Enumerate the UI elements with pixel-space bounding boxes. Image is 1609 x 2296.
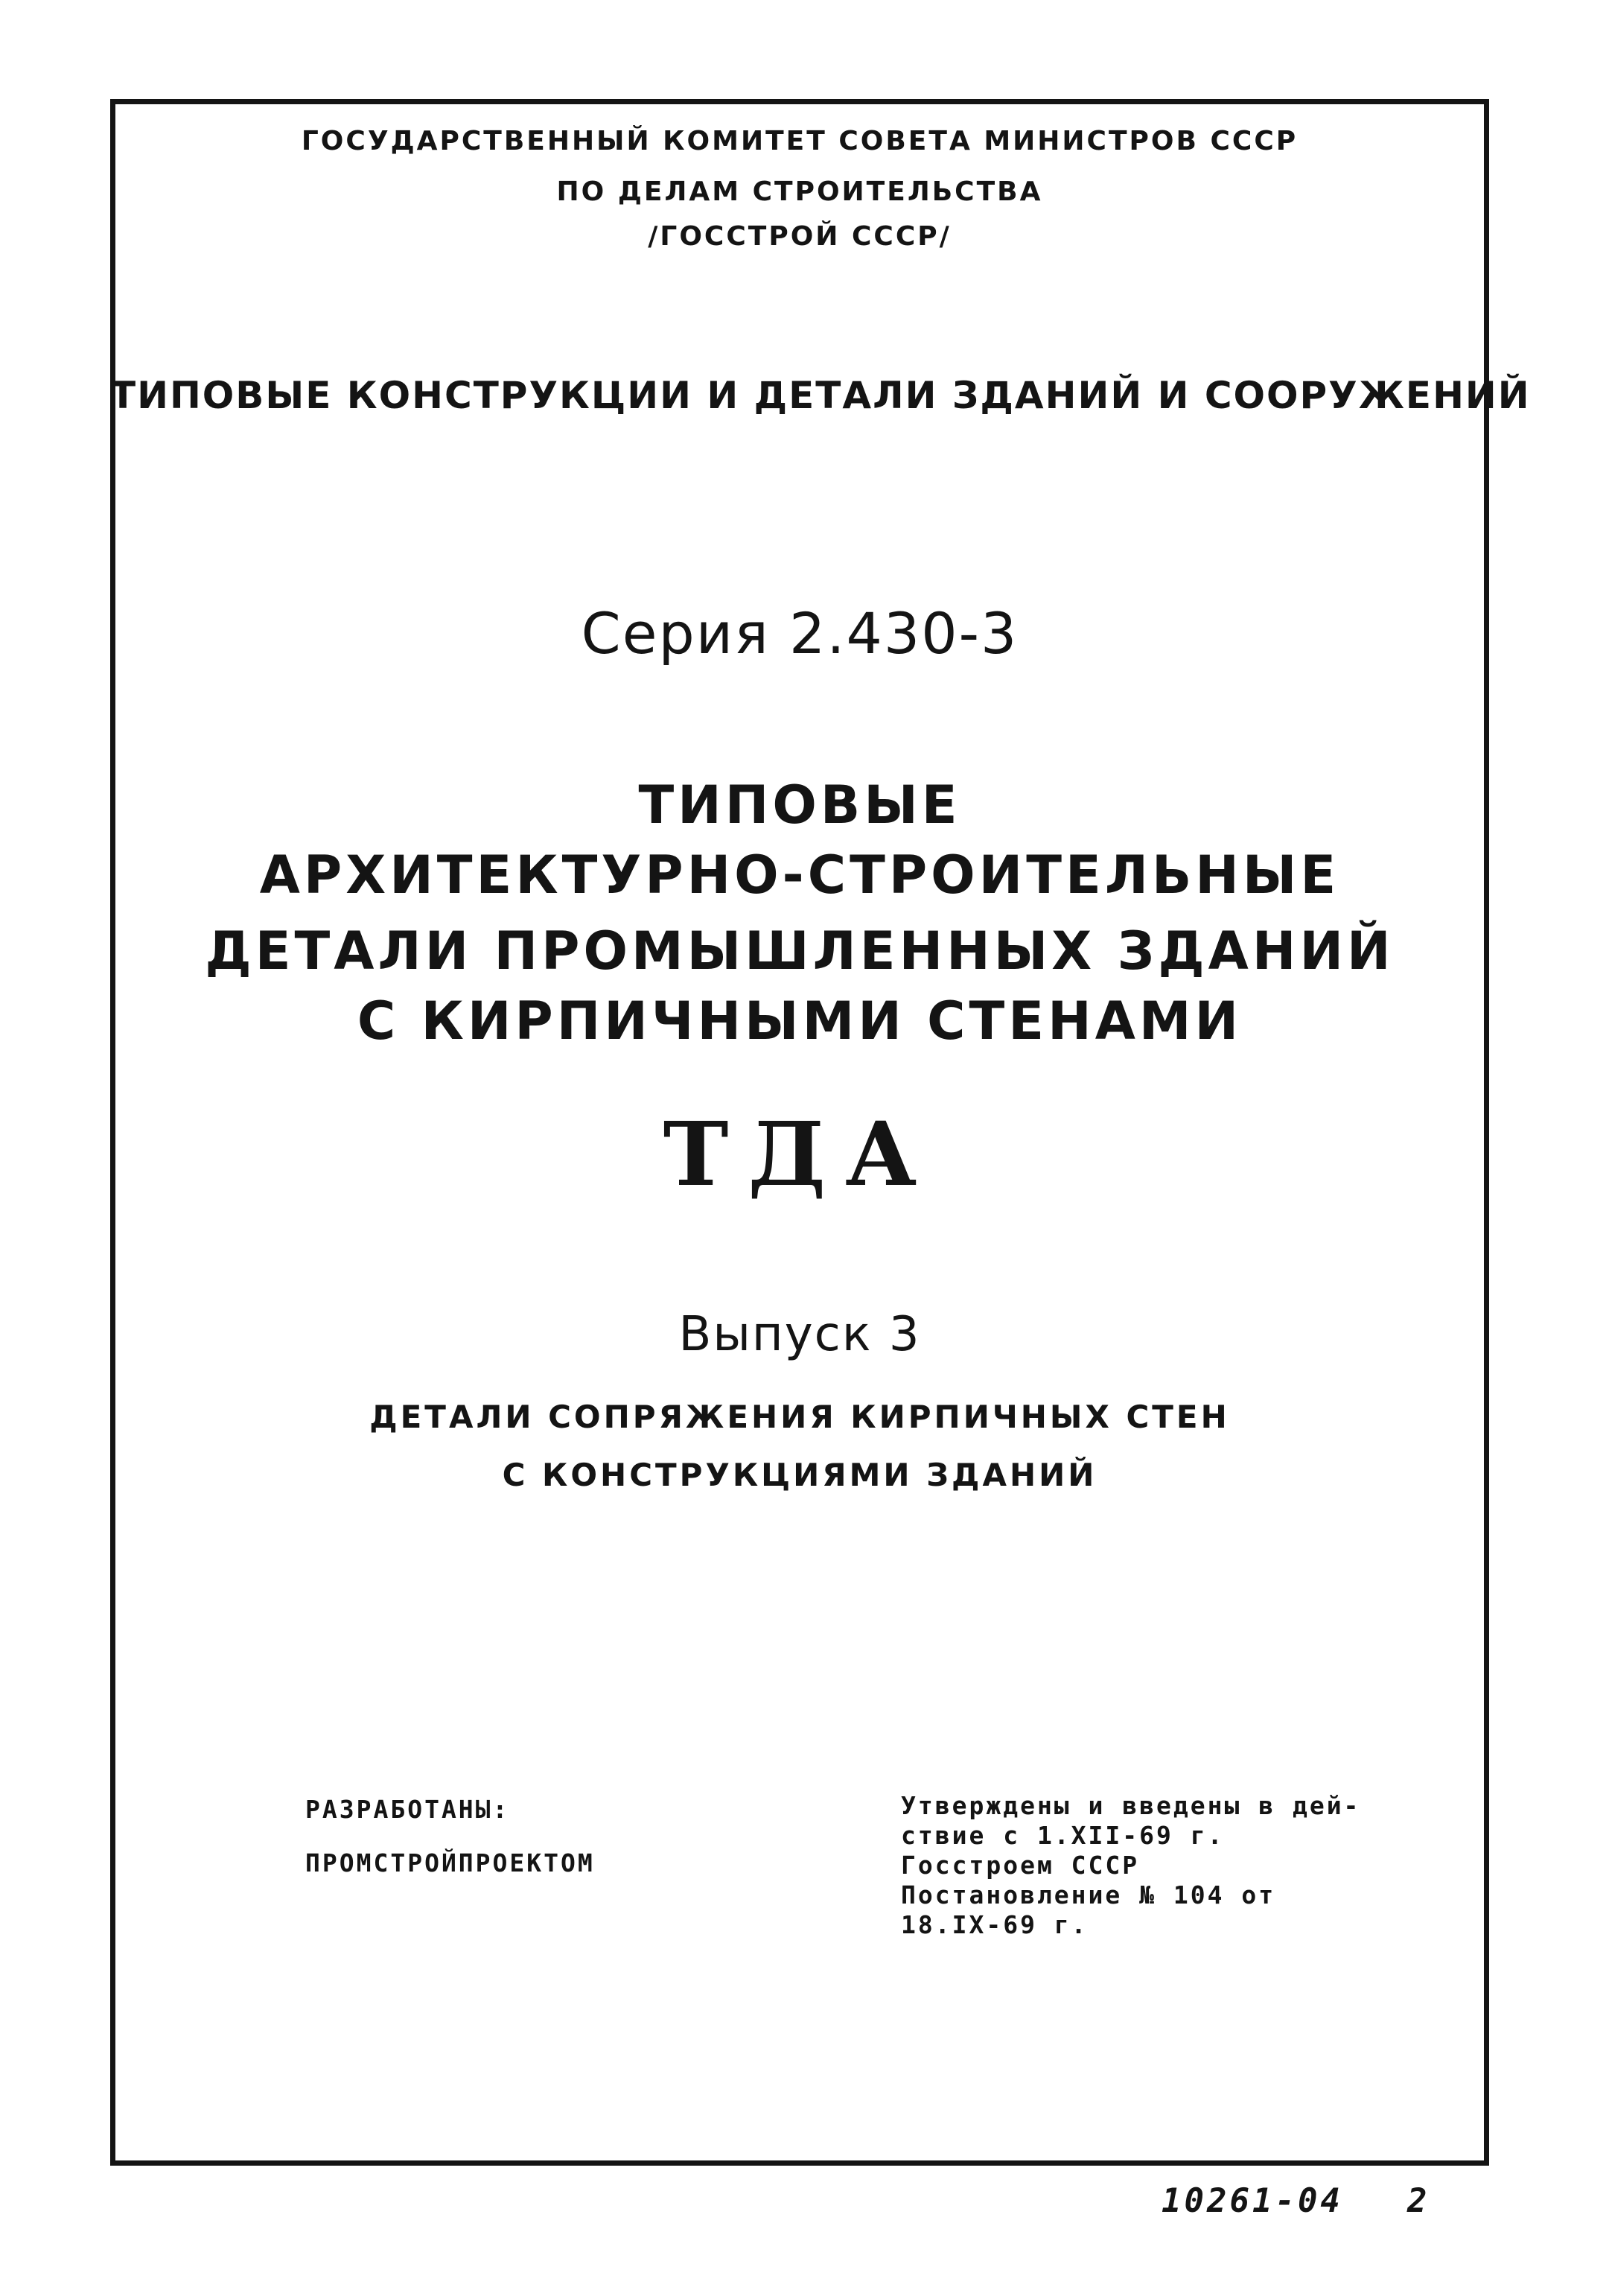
title-line-1: ТИПОВЫЕ <box>638 775 961 836</box>
developed-by-label: РАЗРАБОТАНЫ: <box>305 1795 510 1824</box>
page-number: 2 <box>1407 2182 1427 2220</box>
approval-line-1: Утверждены и введены в дей- <box>901 1791 1361 1820</box>
title-line-3: ДЕТАЛИ ПРОМЫШЛЕННЫХ ЗДАНИЙ <box>205 920 1395 982</box>
agency-line-2: ПО ДЕЛАМ СТРОИТЕЛЬСТВА <box>556 177 1043 207</box>
title-line-2: АРХИТЕКТУРНО-СТРОИТЕЛЬНЫЕ <box>259 845 1340 906</box>
collection-heading: ТИПОВЫЕ КОНСТРУКЦИИ И ДЕТАЛИ ЗДАНИЙ И СООРУЖЕНИЙ <box>110 374 1531 417</box>
title-line-4: С КИРПИЧНЫМИ СТЕНАМИ <box>357 990 1243 1052</box>
approval-line-3: Госстроем СССР <box>901 1851 1140 1880</box>
approval-line-4: Постановление № 104 от <box>901 1880 1276 1909</box>
subtitle-line-2: С КОНСТРУКЦИЯМИ ЗДАНИЙ <box>502 1457 1097 1493</box>
approval-block <box>901 1791 1360 1940</box>
developer-organization: ПРОМСТРОЙПРОЕКТОМ <box>305 1848 595 1877</box>
archive-stamp-number: 10261-04 <box>1162 2182 1343 2220</box>
series-number: Серия 2.430-3 <box>581 600 1019 667</box>
approval-line-5: 18.IX-69 г. <box>901 1910 1089 1939</box>
approval-line-2: ствие с 1.XII-69 г. <box>901 1821 1225 1850</box>
issue-number: Выпуск 3 <box>678 1307 921 1362</box>
agency-line-1: ГОСУДАРСТВЕННЫЙ КОМИТЕТ СОВЕТА МИНИСТРОВ СССР <box>301 126 1299 156</box>
subtitle-line-1: ДЕТАЛИ СОПРЯЖЕНИЯ КИРПИЧНЫХ СТЕН <box>369 1399 1230 1435</box>
agency-line-3: /ГОССТРОЙ СССР/ <box>648 221 952 252</box>
document-code: ТДА <box>663 1102 937 1206</box>
